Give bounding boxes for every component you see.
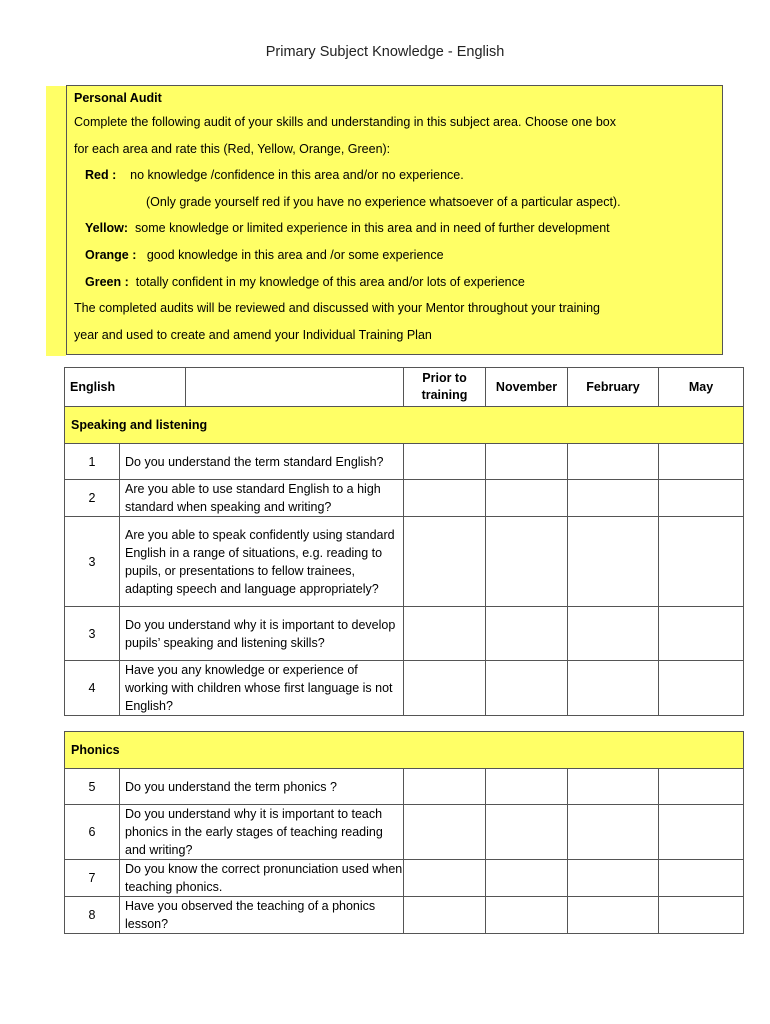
rating-yellow-text: some knowledge or limited experience in this area and in need of further development bbox=[135, 221, 610, 236]
personal-audit-box bbox=[66, 85, 723, 355]
page-title: Primary Subject Knowledge - English bbox=[265, 44, 505, 60]
rating-cell-february[interactable] bbox=[568, 769, 659, 805]
row-question: Have you any knowledge or experience of working with children whose first language is not English? bbox=[120, 661, 404, 716]
rating-cell-may[interactable] bbox=[659, 517, 744, 607]
row-question: Are you able to use standard English to a high standard when speaking and writing? bbox=[120, 480, 404, 517]
rating-cell-february[interactable] bbox=[568, 517, 659, 607]
row-number: 6 bbox=[65, 805, 120, 860]
rating-cell-february[interactable] bbox=[568, 480, 659, 517]
rating-cell-november[interactable] bbox=[486, 517, 568, 607]
row-number: 4 bbox=[65, 661, 120, 716]
col-november: November bbox=[486, 368, 568, 407]
rating-cell-may[interactable] bbox=[659, 805, 744, 860]
rating-cell-may[interactable] bbox=[659, 444, 744, 480]
col-february: February bbox=[568, 368, 659, 407]
section-row bbox=[65, 407, 744, 444]
rating-red-note: (Only grade yourself red if you have no experience whatsoever of a particular aspect). bbox=[146, 194, 621, 209]
rating-orange-text: good knowledge in this area and /or some experience bbox=[146, 247, 444, 262]
audit-intro-line-1: Complete the following audit of your skills and understanding in this subject area. Choose one box bbox=[74, 115, 616, 129]
speaking-listening-table bbox=[64, 367, 744, 716]
section-speaking-listening: Speaking and listening bbox=[65, 407, 744, 444]
rating-green-text: totally confident in my knowledge of this area and/or lots of experience bbox=[135, 274, 525, 289]
rating-green bbox=[74, 270, 722, 297]
rating-cell-november[interactable] bbox=[486, 897, 568, 934]
rating-cell-prior[interactable] bbox=[404, 661, 486, 716]
rating-cell-november[interactable] bbox=[486, 480, 568, 517]
rating-cell-february[interactable] bbox=[568, 805, 659, 860]
table-row bbox=[65, 769, 744, 805]
rating-cell-november[interactable] bbox=[486, 860, 568, 897]
audit-closing-line-2: year and used to create and amend your Individual Training Plan bbox=[74, 327, 432, 342]
row-question: Have you observed the teaching of a phonics lesson? bbox=[120, 897, 404, 934]
row-number: 5 bbox=[65, 769, 120, 805]
row-question: Do you understand why it is important to develop pupils’ speaking and listening skills? bbox=[120, 607, 404, 661]
rating-cell-november[interactable] bbox=[486, 661, 568, 716]
row-question: Do you understand the term phonics ? bbox=[120, 769, 404, 805]
rating-yellow-key: Yellow: bbox=[85, 221, 129, 236]
rating-red-key: Red : bbox=[85, 168, 117, 183]
col-may: May bbox=[659, 368, 744, 407]
rating-cell-may[interactable] bbox=[659, 860, 744, 897]
rating-orange bbox=[74, 243, 722, 270]
row-number: 3 bbox=[65, 607, 120, 661]
rating-cell-may[interactable] bbox=[659, 661, 744, 716]
rating-cell-prior[interactable] bbox=[404, 805, 486, 860]
row-number: 1 bbox=[65, 444, 120, 480]
row-number: 8 bbox=[65, 897, 120, 934]
table-row bbox=[65, 607, 744, 661]
row-question: Do you know the correct pronunciation used when teaching phonics. bbox=[120, 860, 404, 897]
rating-cell-prior[interactable] bbox=[404, 897, 486, 934]
table-header-row bbox=[65, 368, 744, 407]
rating-green-key: Green : bbox=[85, 274, 129, 289]
row-question: Do you understand why it is important to teach phonics in the early stages of teaching reading and writing? bbox=[120, 805, 404, 860]
rating-cell-prior[interactable] bbox=[404, 480, 486, 517]
rating-cell-november[interactable] bbox=[486, 444, 568, 480]
row-number: 2 bbox=[65, 480, 120, 517]
rating-cell-prior[interactable] bbox=[404, 860, 486, 897]
rating-cell-prior[interactable] bbox=[404, 769, 486, 805]
row-number: 7 bbox=[65, 860, 120, 897]
col-prior-to-training: Prior to training bbox=[404, 368, 486, 407]
audit-margin-shade bbox=[46, 86, 66, 356]
rating-orange-key: Orange : bbox=[85, 247, 137, 262]
table-row bbox=[65, 860, 744, 897]
rating-cell-november[interactable] bbox=[486, 805, 568, 860]
rating-cell-prior[interactable] bbox=[404, 607, 486, 661]
phonics-table bbox=[64, 731, 744, 934]
rating-cell-february[interactable] bbox=[568, 444, 659, 480]
audit-heading: Personal Audit bbox=[74, 91, 162, 105]
rating-cell-february[interactable] bbox=[568, 897, 659, 934]
table-row bbox=[65, 897, 744, 934]
table-row bbox=[65, 805, 744, 860]
table-row bbox=[65, 517, 744, 607]
rating-cell-november[interactable] bbox=[486, 607, 568, 661]
section-phonics: Phonics bbox=[65, 732, 744, 769]
subject-label: English bbox=[65, 368, 186, 407]
rating-red bbox=[74, 163, 722, 190]
rating-cell-february[interactable] bbox=[568, 860, 659, 897]
rating-cell-may[interactable] bbox=[659, 607, 744, 661]
rating-cell-february[interactable] bbox=[568, 607, 659, 661]
table-row bbox=[65, 661, 744, 716]
rating-cell-november[interactable] bbox=[486, 769, 568, 805]
audit-closing-line-1: The completed audits will be reviewed and discussed with your Mentor throughout your training bbox=[74, 301, 600, 316]
rating-yellow bbox=[74, 216, 722, 243]
row-question: Are you able to speak confidently using standard English in a range of situations, e.g. reading to pupils, or presentations to fellow trainees, adapting speech and language appropriately? bbox=[120, 517, 404, 607]
rating-cell-may[interactable] bbox=[659, 769, 744, 805]
row-number: 3 bbox=[65, 517, 120, 607]
rating-cell-may[interactable] bbox=[659, 480, 744, 517]
table-row bbox=[65, 480, 744, 517]
table-row bbox=[65, 444, 744, 480]
rating-cell-february[interactable] bbox=[568, 661, 659, 716]
header-blank-cell bbox=[186, 368, 404, 407]
rating-red-text: no knowledge /confidence in this area and/or no experience. bbox=[130, 168, 464, 183]
section-row bbox=[65, 732, 744, 769]
row-question: Do you understand the term standard English? bbox=[120, 444, 404, 480]
audit-intro-line-2: for each area and rate this (Red, Yellow, Orange, Green): bbox=[74, 141, 391, 156]
rating-cell-prior[interactable] bbox=[404, 444, 486, 480]
rating-cell-may[interactable] bbox=[659, 897, 744, 934]
rating-cell-prior[interactable] bbox=[404, 517, 486, 607]
